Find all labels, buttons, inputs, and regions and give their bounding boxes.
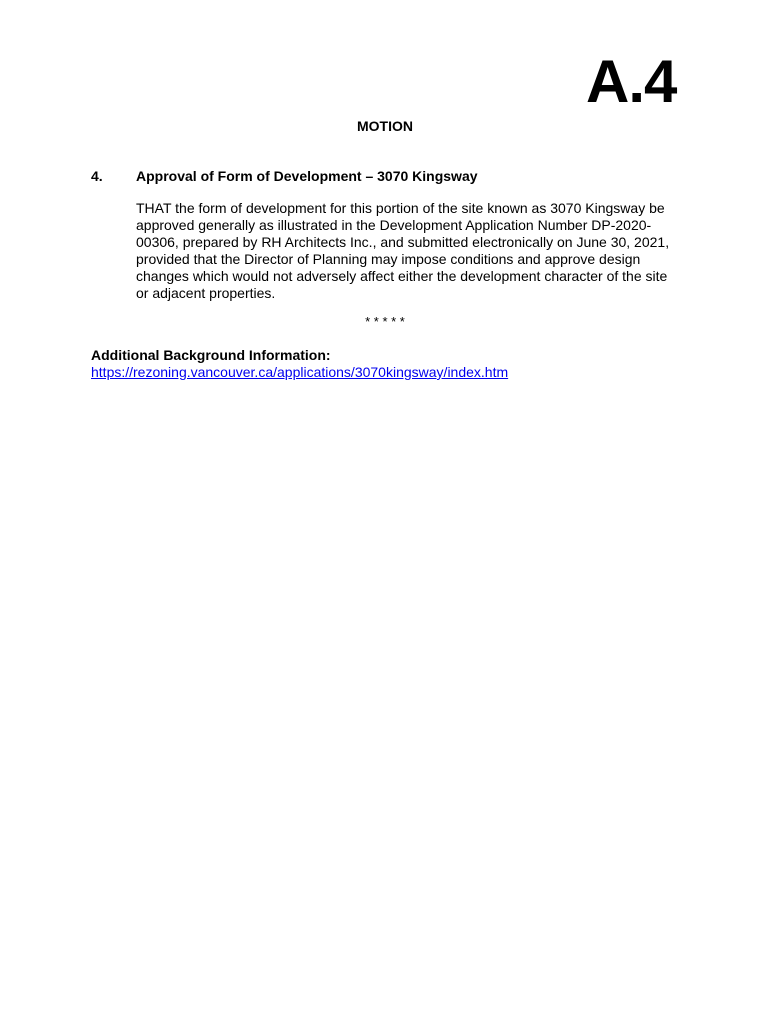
motion-item-title: Approval of Form of Development – 3070 Kingsway xyxy=(136,168,478,184)
motion-body-text: THAT the form of development for this portion of the site known as 3070 Kingsway be approved generally as illustrated in the Development Application Number DP-2020-00306, prepared by RH Architects Inc., and submitted electronically on June 30, 2021, provided that the Director of Planning may impose conditions and approve design changes which would not adversely affect either the development character of the site or adjacent properties. xyxy=(136,200,670,301)
section-separator: * * * * * xyxy=(365,314,405,329)
motion-heading: MOTION xyxy=(357,118,413,134)
additional-info-link[interactable]: https://rezoning.vancouver.ca/applications/3070kingsway/index.htm xyxy=(91,364,509,380)
agenda-item-number: A.4 xyxy=(586,48,677,115)
additional-info-heading: Additional Background Information: xyxy=(91,347,331,363)
motion-item-number: 4. xyxy=(91,168,103,184)
